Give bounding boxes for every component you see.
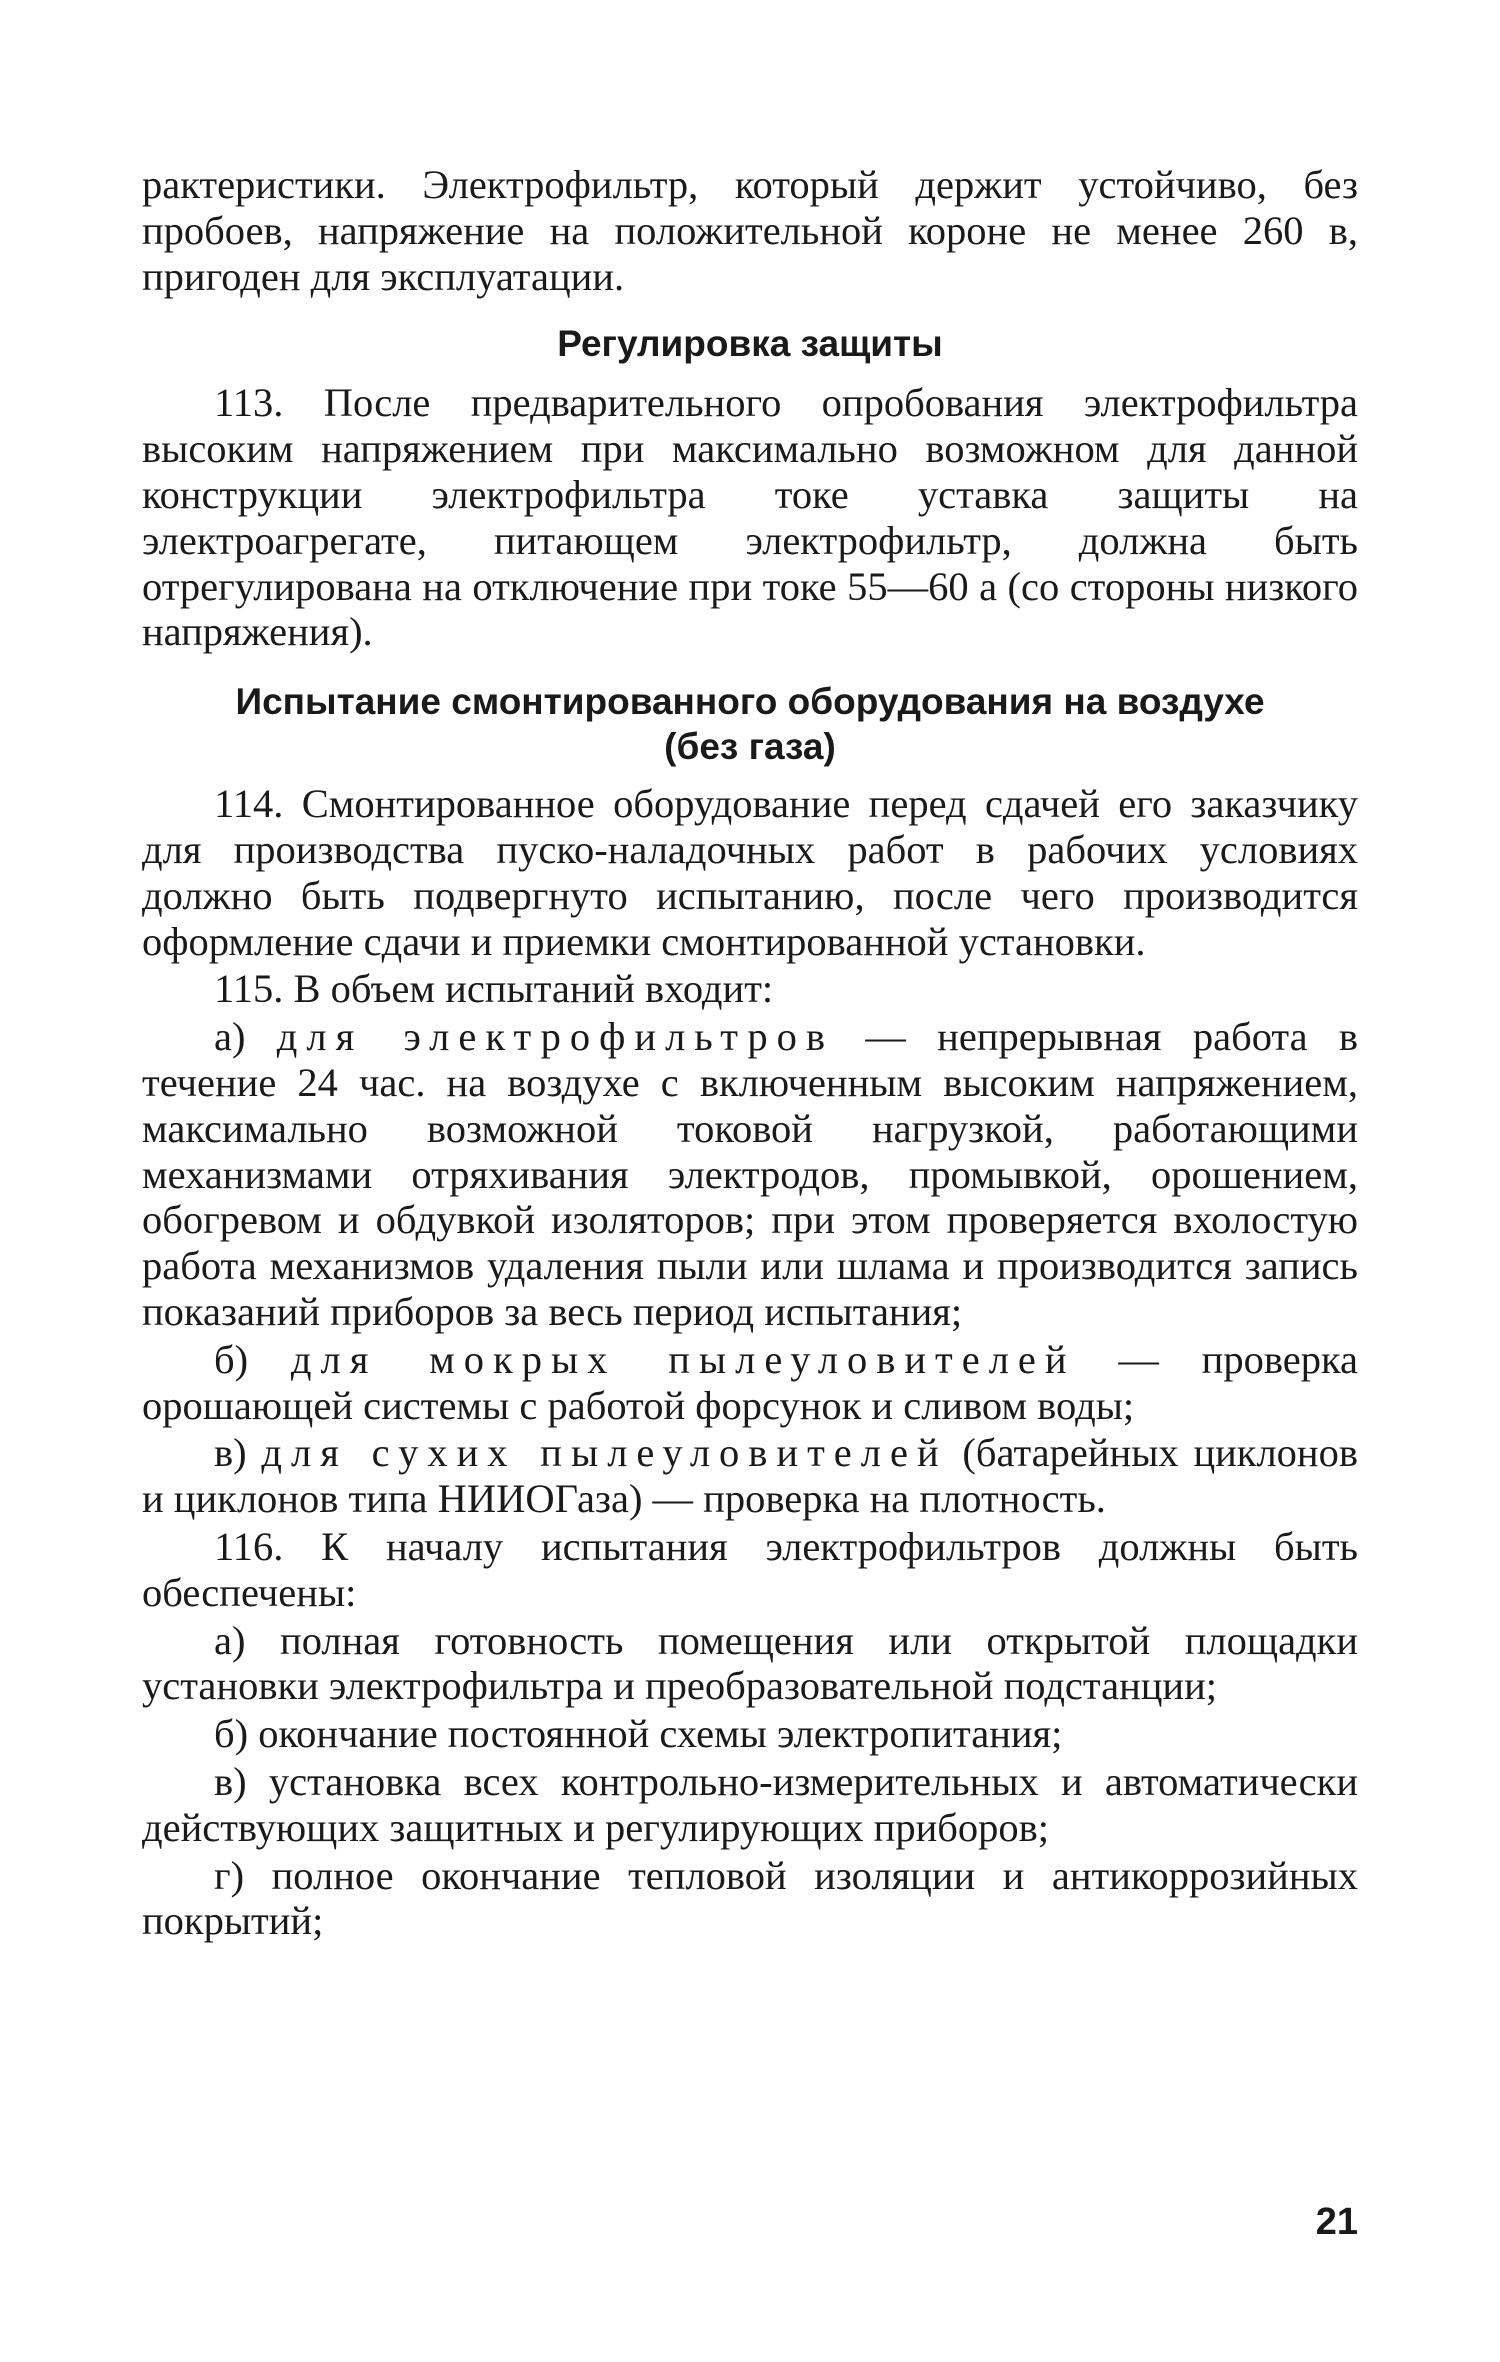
paragraph-116-d: г) полное окончание тепловой изоляции и антикоррозийных покрытий; [142,1852,1358,1944]
paragraph-114: 114. Смонтированное оборудование перед сдачей его заказчику для производства пуско-наладочных работ в рабочих условиях должно быть подвергнуто испытанию, после чего производится оформление сдачи и приемки смонтированной установки. [142,781,1358,964]
spaced-term-wet-collectors: для мокрых пылеуловителей [290,1336,1076,1382]
paragraph-116-c: в) установка всех контрольно-измерительных и автоматически действующих защитных и регулирующих приборов; [142,1758,1358,1850]
item-text: — проверка орошающей системы с работой форсунок и сливом воды; [142,1336,1358,1428]
section-heading-protection: Регулировка защиты [557,323,943,365]
spaced-term-electrofilters: для электрофильтров [276,1014,835,1060]
spaced-term-dry-collectors: для сухих пылеуловителей [261,1430,948,1476]
item-text: — непрерывная работа в течение 24 час. на воздухе с включенным высоким напряжением, максимально возможной токовой нагрузкой, работающими механизмами отряхивания электродов, промывкой, орошением, обогревом и обдувкой изоляторов; при этом проверяется вхолостую работа механизмов удаления пыли или шлама и производится запись показаний приборов за весь период испытания; [142,1014,1358,1334]
item-marker: б) [214,1336,291,1382]
paragraph-116-b: б) окончание постоянной схемы электропитания; [214,1711,1063,1757]
paragraph-113: 113. После предварительного опробования электрофильтра высоким напряжением при максимально возможном для данной конструкции электрофильтра токе уставка защиты на электроагрегате, питающем электрофильтр, должна быть отрегулирована на отключение при токе 55—60 а (со стороны низкого напряжения). [142,380,1358,655]
intro-paragraph: рактеристики. Электрофильтр, который держит устойчиво, без пробоев, напряжение на положительной короне не менее 260 в, пригоден для эксплуатации. [142,162,1358,299]
page-number: 21 [1315,2201,1358,2243]
paragraph-116-a: а) полная готовность помещения или открытой площадки установки электрофильтра и преобразовательной подстанции; [142,1617,1358,1709]
section-heading-air-test [142,679,1358,769]
paragraph-116: 116. К началу испытания электрофильтров должны быть обеспечены: [142,1523,1358,1615]
item-marker: а) [214,1014,277,1060]
item-text: (батарейных циклонов и циклонов типа НИИОГаза) — проверка на плотность. [142,1430,1358,1522]
heading-line-2: (без газа) [664,726,836,768]
paragraph-115-c [142,1430,1358,1522]
paragraph-115-a [142,1014,1358,1335]
paragraph-115-b [142,1337,1358,1429]
heading-line-1: Испытание смонтированного оборудования на воздухе [235,681,1265,723]
paragraph-115: 115. В объем испытаний входит: [214,966,774,1012]
item-marker: в) [214,1430,262,1476]
